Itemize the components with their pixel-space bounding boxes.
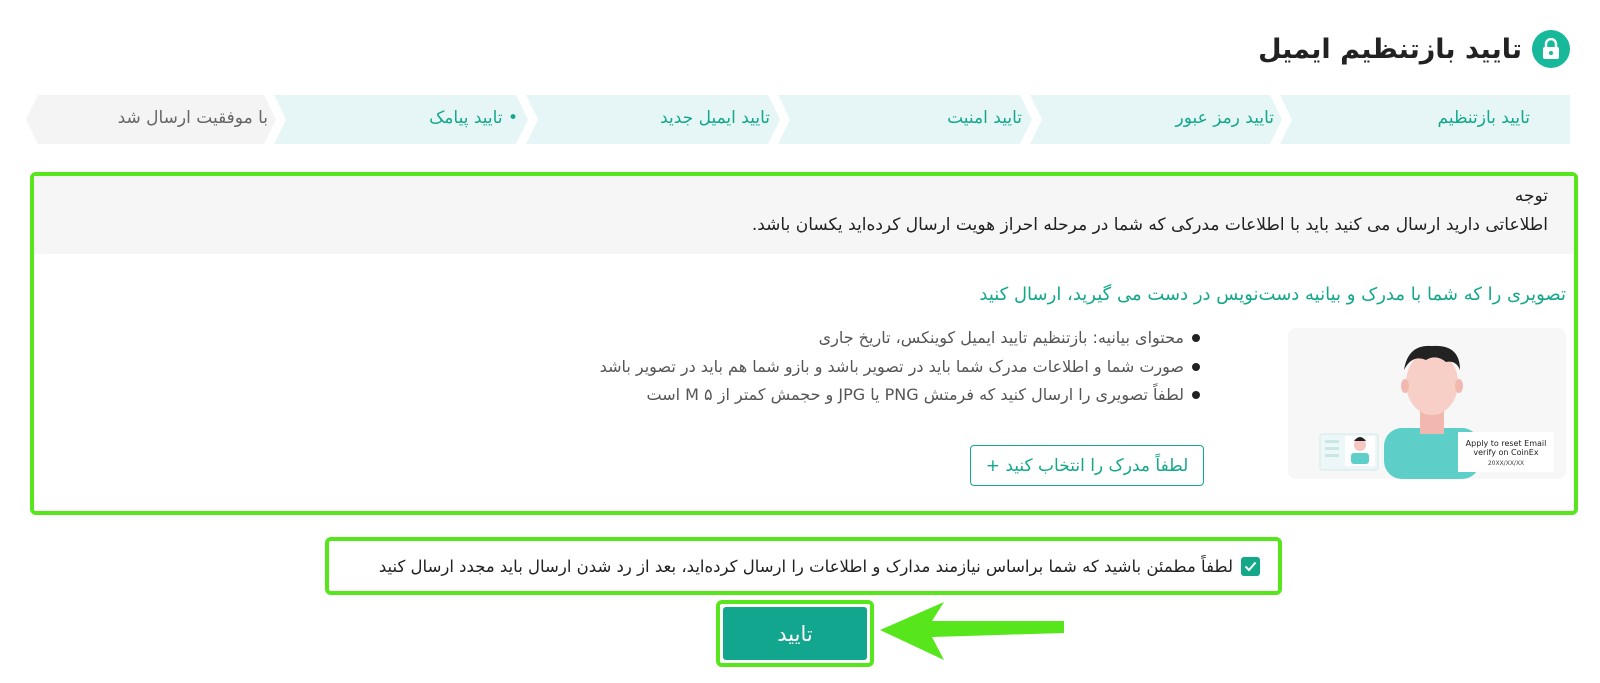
step-new-email-confirm: تایید ایمیل جدید	[660, 108, 770, 128]
note-line-2: verify on CoinEx	[1473, 448, 1539, 457]
notice-box	[34, 176, 1574, 254]
upload-card	[30, 172, 1578, 515]
step-sent-successfully: با موفقیت ارسال شد	[117, 108, 268, 128]
page-header	[1258, 30, 1570, 68]
progress-stepper	[26, 95, 1570, 144]
confirm-checkbox[interactable]	[1241, 557, 1260, 576]
step-reset-confirm: تایید بازتنظیم	[1437, 108, 1530, 128]
bullet-dot	[1192, 391, 1200, 399]
pointer-arrow-icon	[880, 600, 1066, 670]
bullet-dot	[1192, 334, 1200, 342]
note-date: 20XX/XX/XX	[1487, 460, 1525, 467]
confirm-row	[325, 537, 1282, 595]
lock-icon	[1532, 30, 1570, 68]
step-password-confirm: تایید رمز عبور	[1175, 108, 1274, 128]
step-security-confirm: تایید امنیت	[947, 108, 1022, 128]
selfie-illustration	[1288, 328, 1566, 479]
checkmark-icon	[1244, 561, 1257, 572]
note-line-1: Apply to reset Email	[1465, 439, 1547, 448]
list-item: محتوای بیانیه: بازتنظیم تایید ایمیل کوینکس، تاریخ جاری	[600, 324, 1200, 353]
notice-text: اطلاعاتی دارید ارسال می کنید باید با اطلاعات مدرکی که شما در مرحله احراز هویت ارسال کرده‌اید یکسان باشد.	[751, 215, 1548, 235]
upload-title: تصویری را که شما با مدرک و بیانیه دست‌نویس در دست می گیرید، ارسال کنید	[979, 284, 1566, 305]
page-title: تایید بازتنظیم ایمیل	[1258, 33, 1522, 65]
submit-highlight	[716, 600, 874, 667]
select-document-button[interactable]: لطفاً مدرک را انتخاب کنید +	[970, 445, 1204, 486]
upload-requirements-list	[600, 324, 1200, 410]
bullet-dot	[1192, 363, 1200, 371]
submit-button[interactable]: تایید	[723, 607, 867, 660]
confirm-text: لطفاً مطمئن باشید که شما براساس نیازمند مدارک و اطلاعات را ارسال کرده‌اید، بعد از رد شدن ارسال باید مجدد ارسال کنید	[378, 556, 1233, 576]
step-sms-confirm: • تایید پیامک	[429, 108, 518, 128]
notice-title: توجه	[1514, 186, 1548, 206]
list-item: صورت شما و اطلاعات مدرک شما باید در تصویر باشد و بازو شما هم باید در تصویر باشد	[600, 353, 1200, 382]
list-item: لطفاً تصویری را ارسال کنید که فرمتش PNG یا JPG و حجمش کمتر از ۵ M است	[600, 381, 1200, 410]
